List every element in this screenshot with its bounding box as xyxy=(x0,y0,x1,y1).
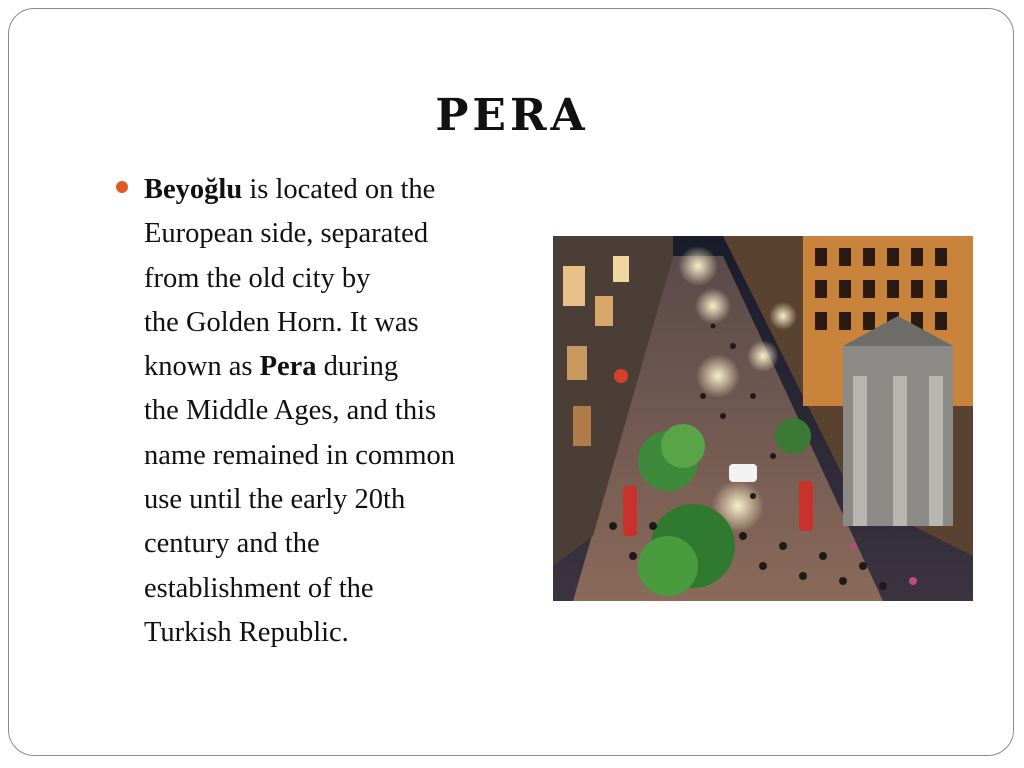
bullet-line: use until the early 20th xyxy=(144,484,406,516)
line-text: during xyxy=(316,351,399,383)
line-text: known as xyxy=(144,351,260,383)
bold-term: Pera xyxy=(259,351,317,383)
bullet-line: European side, separated xyxy=(144,218,429,250)
bullet-line: the Golden Horn. It was xyxy=(144,306,419,338)
bold-term: Beyoğlu xyxy=(144,174,243,205)
night-street-photo xyxy=(553,236,973,601)
bullet-line: name remained in common xyxy=(144,439,456,471)
bullet-dot-icon xyxy=(116,181,128,193)
bullet-text xyxy=(144,168,514,655)
line-text: is located on the xyxy=(242,174,436,205)
bullet-line: the Middle Ages, and this xyxy=(144,395,437,427)
bullet-line xyxy=(144,168,514,212)
bullet-line xyxy=(144,345,514,389)
slide-title: PERA xyxy=(435,90,589,141)
bullet-line: establishment of the xyxy=(144,572,374,604)
bullet-line: from the old city by xyxy=(144,262,371,294)
bullet-line: Turkish Republic. xyxy=(144,616,349,648)
bullet-line: century and the xyxy=(144,528,320,560)
